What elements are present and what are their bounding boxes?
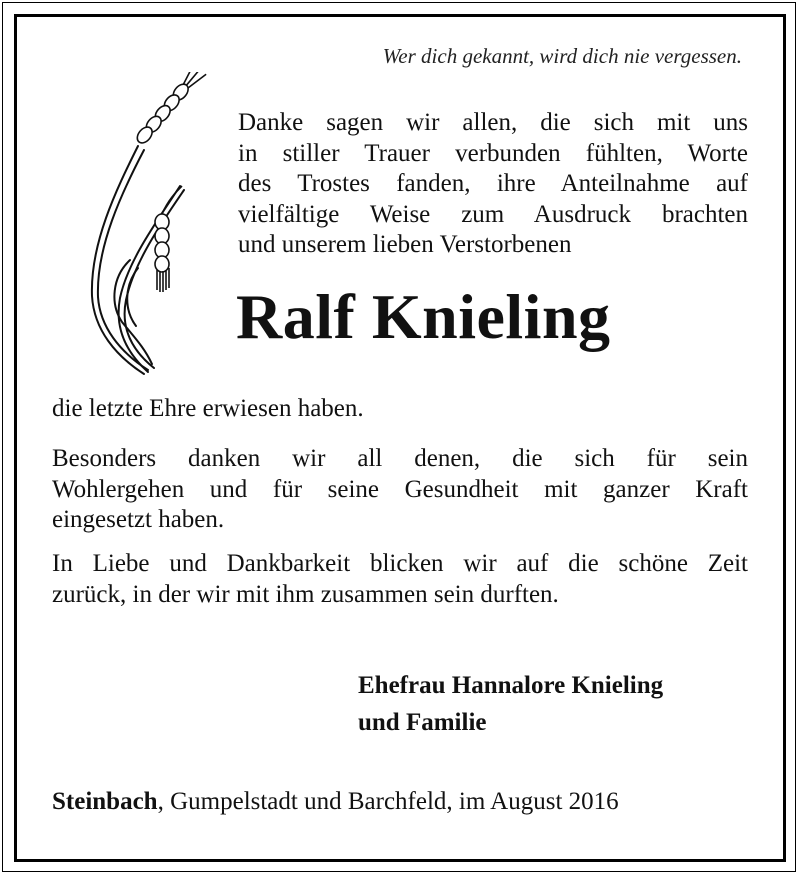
deceased-name: Ralf Knieling	[236, 281, 611, 352]
paragraph-line: In Liebe und Dankbarkeit blicken wir auf die schöne Zeit	[52, 550, 748, 577]
place-rest: , Gumpelstadt und Barchfeld, im August 2016	[157, 788, 619, 815]
signer-line: Ehefrau Hannalore Knieling	[358, 672, 664, 699]
paragraph-gratitude	[52, 549, 748, 610]
paragraph-line: eingesetzt haben.	[52, 506, 225, 533]
intro-line: in stiller Trauer verbunden fühlten, Worte	[238, 139, 748, 167]
signer-line: und Familie	[358, 709, 487, 736]
wheat-ears-icon	[82, 72, 212, 377]
paragraph-line: Wohlergehen und für seine Gesundheit mit ganzer Kraft	[52, 475, 748, 503]
intro-line: und unserem lieben Verstorbenen	[238, 231, 572, 258]
place-bold: Steinbach	[52, 788, 158, 815]
intro-line: des Trostes fanden, ihre Anteilnahme auf	[238, 170, 748, 197]
paragraph-special-thanks	[52, 444, 748, 536]
paragraph-last-honor	[52, 394, 748, 425]
paragraph-line: zurück, in der wir mit ihm zusammen sein durften.	[52, 580, 559, 608]
intro-line: vielfältige Weise zum Ausdruck brachten	[238, 200, 748, 228]
motto: Wer dich gekannt, wird dich nie vergessen.	[382, 44, 742, 68]
paragraph-line: Besonders danken wir all denen, die sich für sein	[52, 445, 748, 472]
intro-text	[238, 108, 748, 261]
signers	[358, 667, 663, 741]
intro-line: Danke sagen wir allen, die sich mit uns	[238, 109, 748, 136]
paragraph-line: die letzte Ehre erwiesen haben.	[52, 395, 364, 422]
place-date-line	[52, 788, 619, 816]
